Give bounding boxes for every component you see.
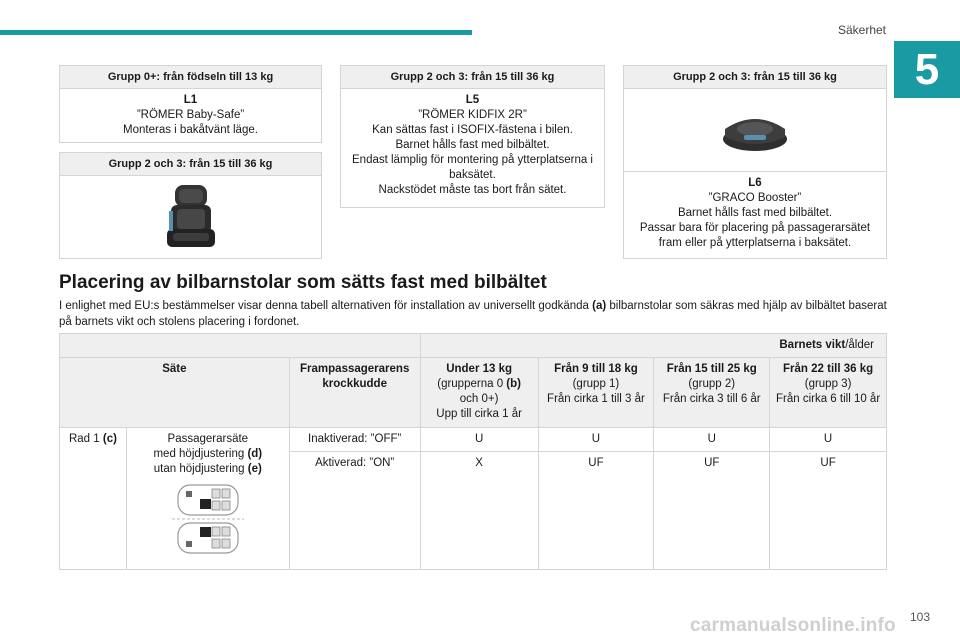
watermark: carmanualsonline.info [690,615,896,636]
col-seat-header: Säte [60,358,290,428]
table-cell: UF [538,452,654,570]
seat-card-image [59,152,322,259]
seat-name: ”RÖMER KIDFIX 2R” [418,109,527,121]
seat-description: Passagerarsäte med höjdjustering (d) utan höjdjustering (e) [126,428,289,570]
seat-note: Monteras i bakåtvänt läge. [123,124,258,136]
car-seat-diagram-icon [172,481,244,557]
section-title: Säkerhet [837,23,886,37]
table-cell: U [420,428,538,452]
table-row [60,334,887,358]
child-seat-kidfix-icon [161,181,221,253]
col-under13-header: Under 13 kg (grupperna 0 (b) och 0+) Upp till cirka 1 år [420,358,538,428]
seat-note: Barnet hålls fast med bilbältet. [677,207,833,219]
seat-code: L5 [465,94,480,106]
chapter-badge: 5 [894,41,960,98]
table-cell: X [420,452,538,570]
airbag-state: Aktiverad: ”ON” [289,452,420,570]
col-15-25-header: Från 15 till 25 kg (grupp 2) Från cirka 3 till 6 år [654,358,770,428]
booster-cushion-icon [720,105,790,155]
seat-code: L1 [183,94,198,106]
table-cell: UF [770,452,887,570]
table-cell: U [654,428,770,452]
seat-code: L6 [748,177,762,189]
header-accent-bar [0,30,472,35]
table-cell: UF [654,452,770,570]
seat-note: Passar bara för placering på passagerarsätet fram eller på ytterplatserna i baksätet. [639,222,871,249]
col-22-36-header: Från 22 till 36 kg (grupp 3) Från cirka 6 till 10 år [770,358,887,428]
table-row [60,358,887,428]
seat-card-l1 [59,65,322,143]
seat-name: ”GRACO Booster” [708,192,802,204]
col-9-18-header: Från 9 till 18 kg (grupp 1) Från cirka 1 till 3 år [538,358,654,428]
card-title: Grupp 2 och 3: från 15 till 36 kg [341,66,604,89]
installation-table [59,333,887,570]
seat-card-l6 [623,65,887,259]
section-heading: Placering av bilbarnstolar som sätts fast med bilbältet [59,272,547,293]
table-cell: U [538,428,654,452]
page-number: 103 [909,610,930,624]
card-title: Grupp 2 och 3: från 15 till 36 kg [60,153,321,176]
table-row [60,428,887,452]
seat-note: Nackstödet måste tas bort från sätet. [378,184,567,196]
seat-note: Barnet hålls fast med bilbältet. [395,139,550,151]
card-title: Grupp 2 och 3: från 15 till 36 kg [624,66,886,89]
row-label: Rad 1 (c) [60,428,127,570]
col-airbag-header: Frampassagerarens krockkudde [289,358,420,428]
seat-name: ”RÖMER Baby-Safe” [136,109,245,121]
airbag-state: Inaktiverad: ”OFF” [289,428,420,452]
seat-note: Endast lämplig för montering på ytterplatserna i baksätet. [352,154,593,181]
seat-card-l5 [340,65,605,208]
table-cell: U [770,428,887,452]
section-intro: I enlighet med EU:s bestämmelser visar denna tabell alternativen för installation av universellt godkända (a) bilbarnstolar som säkras med hjälp av bilbältet baserat på barnets vikt och stolens placering i fordonet. [59,300,887,328]
weight-header: Barnets vikt/ålder [420,334,886,358]
seat-note: Kan sättas fast i ISOFIX-fästena i bilen. [372,124,573,136]
card-title: Grupp 0+: från födseln till 13 kg [60,66,321,89]
